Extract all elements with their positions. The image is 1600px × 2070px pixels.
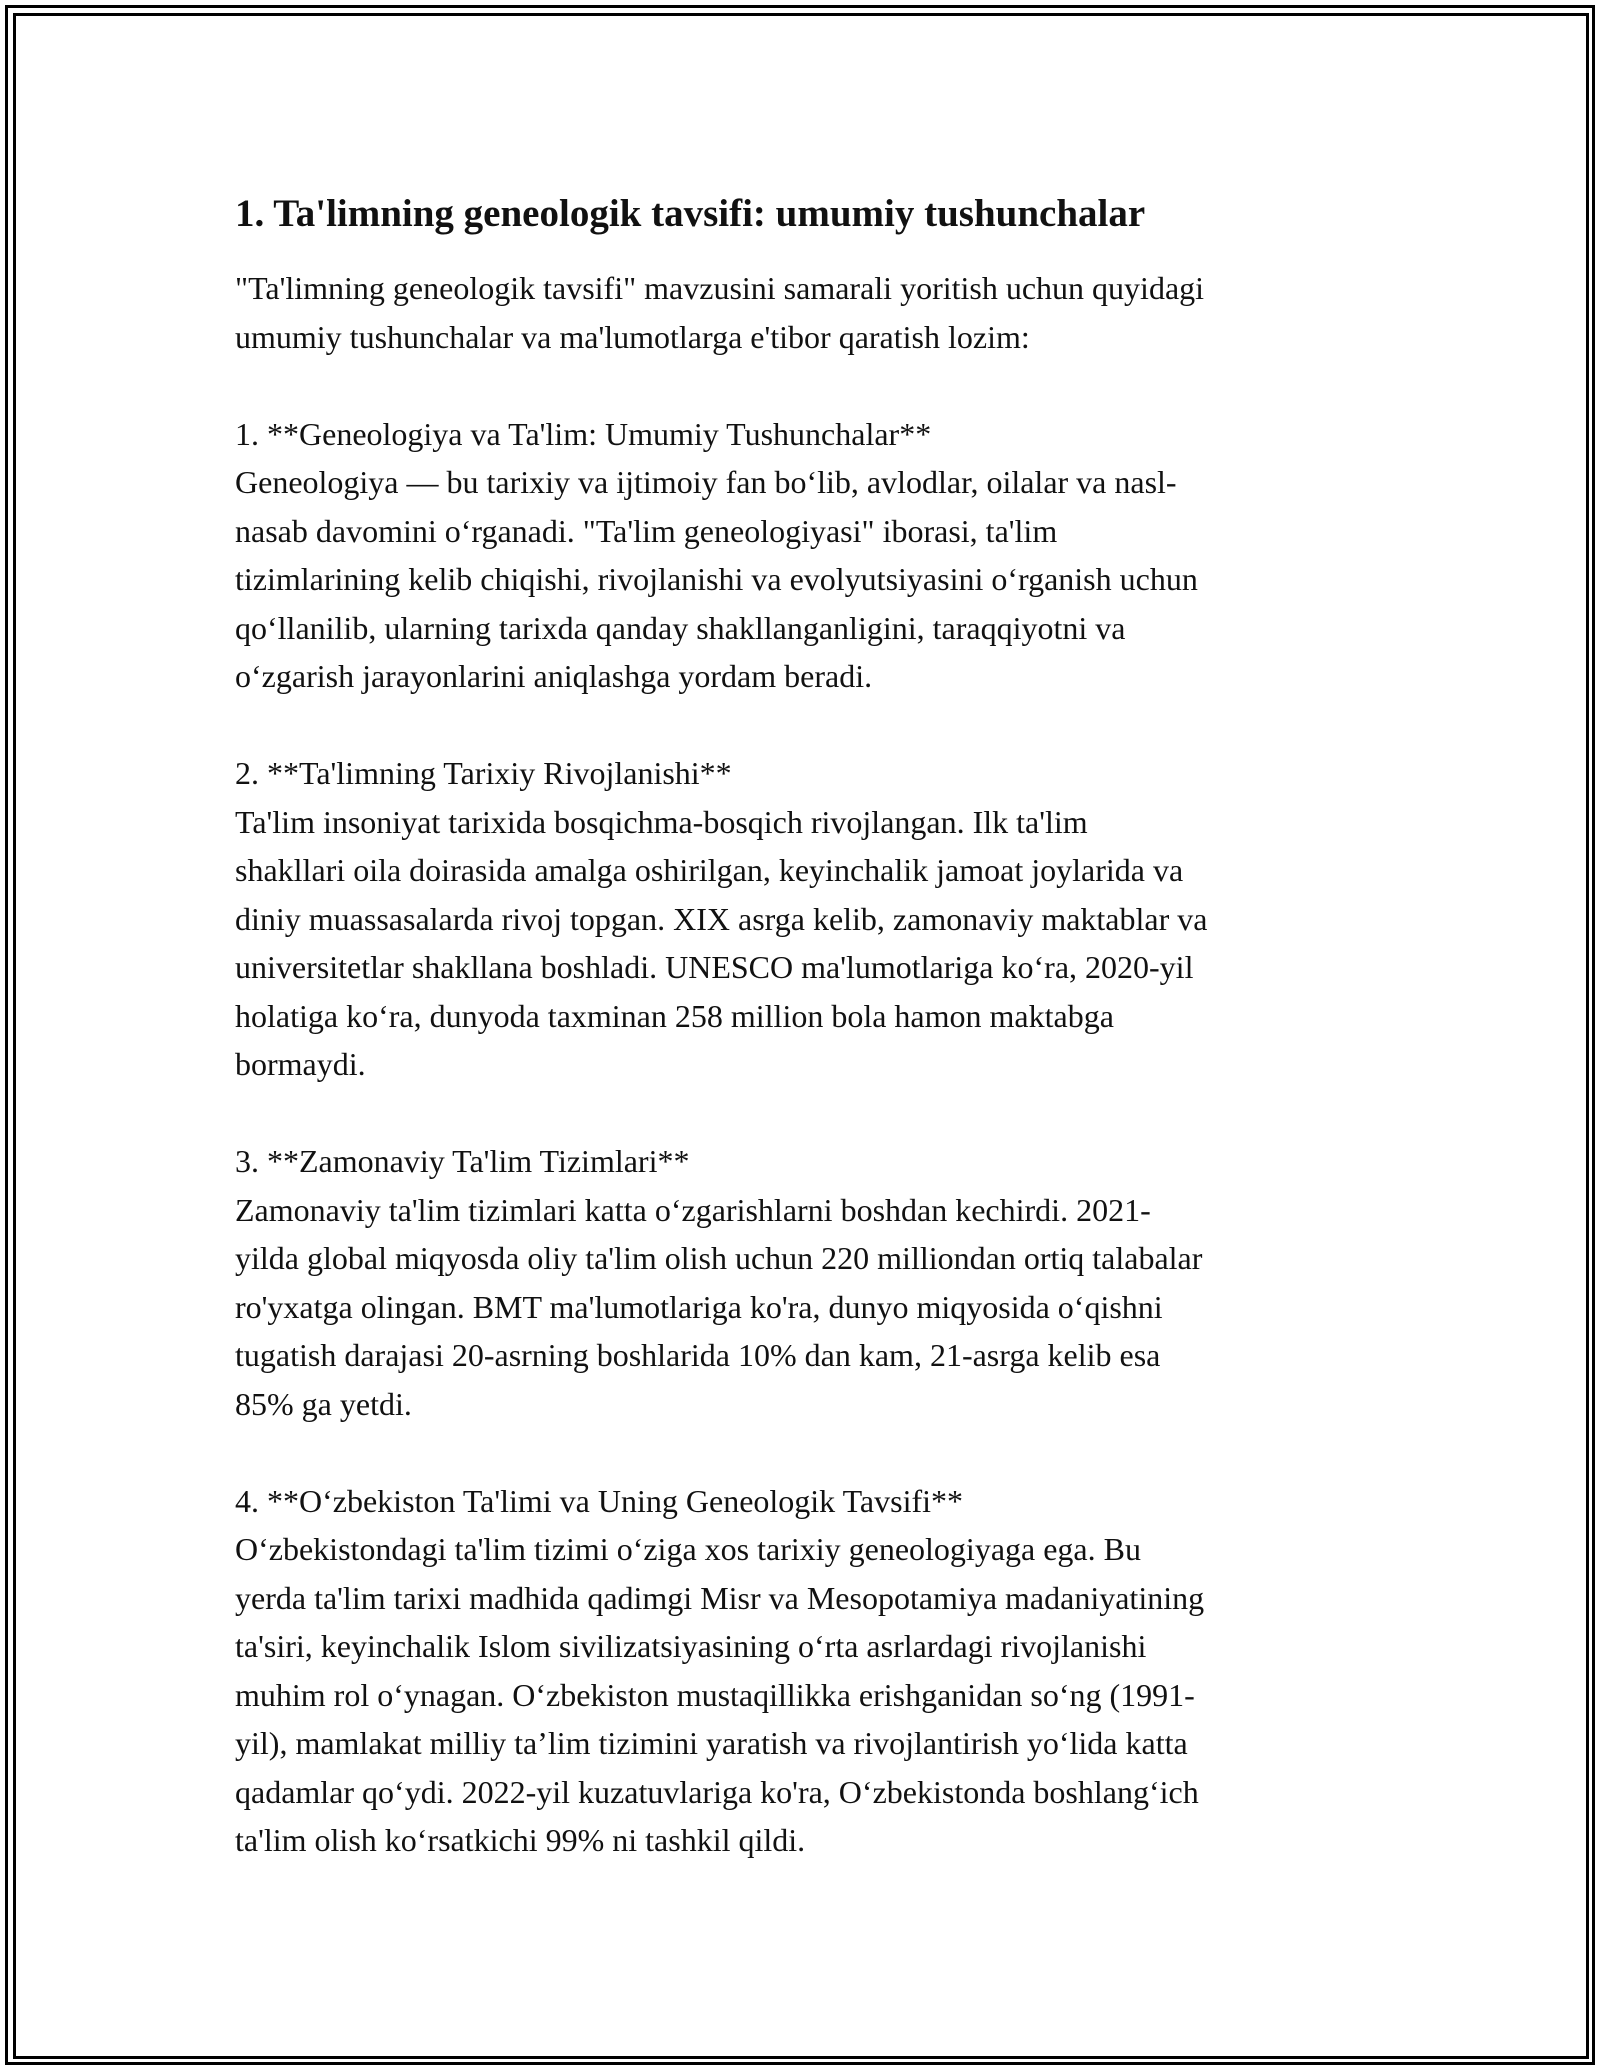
- section-title: 4. **Oʻzbekiston Ta'limi va Uning Geneologik Tavsifi**: [235, 1482, 963, 1519]
- section-title: 1. **Geneologiya va Ta'lim: Umumiy Tushunchalar**: [235, 415, 932, 452]
- section-2: [235, 749, 1385, 1089]
- paragraph-spacer: [235, 361, 1385, 410]
- document-body: [235, 188, 1385, 1865]
- section-title: 2. **Ta'limning Tarixiy Rivojlanishi**: [235, 755, 732, 791]
- section-1: [235, 410, 1385, 701]
- section-body: Oʻzbekistondagi ta'lim tizimi oʻziga xos tarixiy geneologiyaga ega. Bu yerda ta'lim tarixi madhida qadimgi Misr va Mesopotamiya madaniyatining ta'siri, keyinchalik Islom sivilizatsiyasining oʻrta asrlardagi rivojlanishi muhim rol oʻynagan. Oʻzbekiston mustaqillikka erishganidan soʻng (1991- yil), mamlakat milliy ta’lim tizimini yaratish va rivojlantirish yoʻlida katta qadamlar qoʻydi. 2022-yil kuzatuvlariga ko'ra, Oʻzbekistonda boshlangʻich ta'lim olish koʻrsatkichi 99% ni tashkil qildi.: [235, 1531, 1205, 1858]
- section-4: [235, 1477, 1385, 1865]
- page-title: 1. Ta'limning geneologik tavsifi: umumiy tushunchalar: [235, 192, 1146, 235]
- section-3: [235, 1137, 1385, 1428]
- section-body: Geneologiya — bu tarixiy va ijtimoiy fan boʻlib, avlodlar, oilalar va nasl- nasab davomini oʻrganadi. "Ta'lim geneologiyasi" iborasi, ta'lim tizimlarining kelib chiqishi, rivojlanishi va evolyutsiyasini oʻrganish uchun qoʻllanilib, ularning tarixda qanday shakllanganligini, taraqqiyotni va oʻzgarish jarayonlarini aniqlashga yordam beradi.: [235, 464, 1198, 694]
- paragraph-spacer: [235, 1089, 1385, 1138]
- section-title: 3. **Zamonaviy Ta'lim Tizimlari**: [235, 1143, 690, 1179]
- section-body: Zamonaviy ta'lim tizimlari katta oʻzgarishlarni boshdan kechirdi. 2021- yilda global miqyosda oliy ta'lim olish uchun 220 milliondan ortiq talabalar ro'yxatga olingan. BMT ma'lumotlariga ko'ra, dunyo miqyosida oʻqishni tugatish darajasi 20-asrning boshlarida 10% dan kam, 21-asrga kelib esa 85% ga yetdi.: [235, 1191, 1203, 1422]
- intro-paragraph: "Ta'limning geneologik tavsifi" mavzusini samarali yoritish uchun quyidagi umumiy tushunchalar va ma'lumotlarga e'tibor qaratish lozim:: [235, 270, 1205, 355]
- section-body: Ta'lim insoniyat tarixida bosqichma-bosqich rivojlangan. Ilk ta'lim shakllari oila doirasida amalga oshirilgan, keyinchalik jamoat joylarida va diniy muassasalarda rivoj topgan. XIX asrga kelib, zamonaviy maktablar va universitetlar shakllana boshladi. UNESCO ma'lumotlariga koʻra, 2020-yil holatiga koʻra, dunyoda taxminan 258 million bola hamon maktabga bormaydi.: [235, 803, 1208, 1082]
- paragraph-spacer: [235, 701, 1385, 750]
- paragraph-spacer: [235, 1428, 1385, 1477]
